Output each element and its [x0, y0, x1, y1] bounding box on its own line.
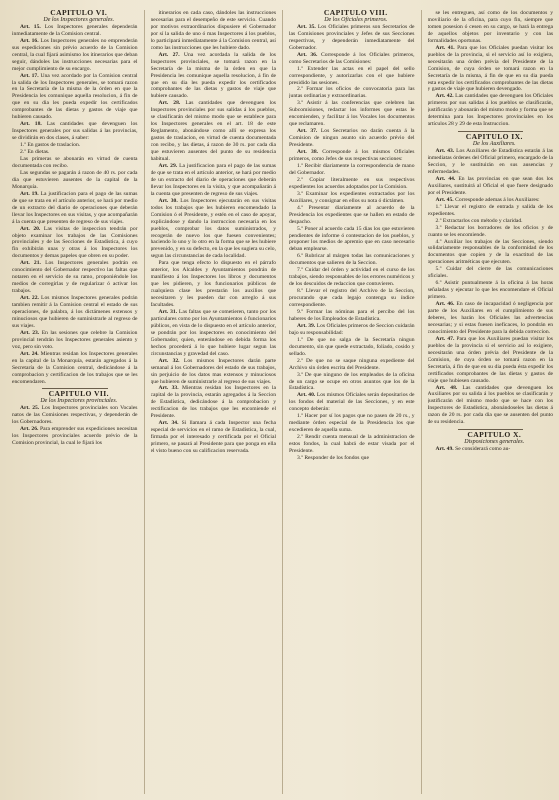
article-text: 3.º Examinar los expedientes extractados por los Auxiliares, y consignar en ellos su nota ó dictámen.	[289, 190, 415, 204]
article-paragraph	[151, 385, 277, 420]
article-text: 6.º Rubricar al márgen todas las comunicaciones y documentos que salieren de la Seccion.	[289, 253, 415, 267]
article-text: Los Inspectores generales podrán en conocimiento del Gobernador respectivo las faltas que notaren en el servicio de su ramo, proponiéndole los medios de corregirlas y de regularizar ó activar los trabajos.	[12, 260, 138, 295]
article-paragraph	[428, 301, 554, 336]
article-paragraph	[151, 260, 277, 309]
article-text: 8.º Llevar el registro del Archivo de la Seccion, procurando que cada legajo contenga su índice correspondiente.	[289, 288, 415, 309]
article-number: Art. 33.	[158, 385, 179, 392]
article-text: 2.º En dietas.	[20, 149, 50, 156]
article-paragraph	[289, 191, 415, 205]
chapter-subtitle: Disposiciones generales.	[464, 439, 525, 446]
article-paragraph	[428, 45, 554, 94]
article-paragraph	[428, 148, 554, 176]
article-number: Art. 29.	[158, 162, 178, 169]
article-text: 5.º Poner al acuerdo cada 15 dias los que estuvieren pendientes de informe ó contestacion de los pueblos, y proponer los medios de apremio que en caso necesario deban emplearse.	[289, 225, 415, 253]
article-paragraph	[428, 446, 554, 453]
article-text: Los mismos Inspectores generales podrán tambien remitir á la Comision central el estado de sus operaciones, de palabra, á los dictámenes extensos y minuciosos que hubieren de suministrarle al regreso de sus viajes.	[12, 295, 138, 329]
article-text: Los Auxiliares de Estadística estarán á las inmediatas órdenes del Oficial primero, encargado de la Seccion, y le sustituirán en sus ausencias y enfermedades.	[427, 148, 553, 175]
article-text: Las segundas se pagarán á razon de 40 rs. por cada dia que estuvieren ausentes de la capital de la Monarquía.	[12, 169, 138, 190]
article-text: En las provincias en que sean dos los Auxiliares, sustituirá al Oficial el que fuere designado por el Presidente.	[427, 175, 553, 196]
article-paragraph	[151, 198, 277, 261]
article-paragraph	[428, 385, 554, 427]
article-paragraph	[289, 413, 415, 434]
article-number: Art. 31.	[158, 308, 178, 315]
article-text: 2.º De que no se saque ninguna expediente del Archivo sin órden escrita del Presidente.	[289, 357, 415, 371]
article-paragraph	[289, 288, 415, 309]
article-paragraph	[151, 420, 277, 455]
article-text: Las cantidades que devenguen los Inspectores provinciales por sus salidas á los pueblos, se clasificarán del mismo modo que se establece para los Inspectores generales en el art. 18 de este Reglamento, abonándose como allí se expresa los gastos de traslacion, en virtud de cuenta documentada con recibo, y las dietas, á razon de 30 rs. por cada dia que estuvieren ausentes del punto de su residencia habitual.	[150, 100, 276, 163]
article-text: 1.º Hacer por sí los pagos que no pasen de 20 rs., y mediante órden especial de la Presidencia los que excedieren de aquella suma.	[289, 413, 415, 434]
article-paragraph	[12, 170, 138, 191]
article-text: Una vez acordada la salida de los Inspectores provinciales, se tomará razon en la Secretaría de la misma de la órden en que la Presidencia les comunique aquella resolucion, á fin de que en su dia les pueda expedir los certificados comprobantes de las dietas y gastos de viaje que hubiere causado.	[150, 51, 276, 100]
article-text: 2.º Copiar literalmente en sus respectivos expedientes los acuerdos adoptados por la Comision.	[289, 176, 415, 190]
chapter-heading: CAPITULO IX.	[465, 132, 523, 142]
article-text: Las primeras se abonarán en virtud de cuenta documentada con recibo.	[12, 156, 138, 169]
chapter-heading: CAPITULO VI.	[50, 10, 108, 17]
article-text: 4.º Presentar diariamente al acuerdo de la Presidencia los expedientes que se hallen en estado de despacho.	[289, 204, 415, 225]
article-number: Art. 30.	[158, 197, 178, 204]
text-column-1	[12, 10, 138, 794]
article-text: Las cantidades que devenguen los Auxiliares por su salida á los pueblos se clasificarán y justificarán del mismo modo que se hace con los Inspectores de Estadística, abonándoseles las dietas á razon de 20 rs. por cada dia que se ausenten del punto de su residencia.	[427, 384, 553, 426]
article-paragraph	[289, 24, 415, 52]
article-paragraph	[428, 239, 554, 267]
article-text: Para que tenga efecto lo dispuesto en el párrafo anterior, los Alcaldes y Ayuntamientos pondrán de manifiesto á los Inspectores los libros y documentos que les pidieren, y los funcionarios públicos de cualquiera clase les prestarán los auxilios que necesitaren y les pueden dar con arreglo á sus facultades.	[150, 260, 276, 309]
chapter-subtitle: De los Oficiales primeros.	[324, 16, 388, 23]
article-text: 3.º Responder de los fondos que	[297, 455, 369, 461]
text-column-3	[289, 10, 415, 794]
article-paragraph	[289, 358, 415, 372]
article-paragraph	[428, 197, 554, 204]
article-text: Para que los Oficiales puedan visitar los pueblos de la provincia, si el servicio así lo exigiera, necesitarán una órden prévia del Presidente de la Comision, de cuya órden se tomará razon en la Secretaría de la misma, á fin de que en su dia pueda esta expedir los certificados comprobantes de las dietas y gastos de viaje que hubieren devengado.	[427, 44, 553, 93]
article-paragraph	[289, 163, 415, 177]
article-number: Art. 40.	[297, 392, 316, 399]
article-paragraph	[12, 191, 138, 226]
article-text: 3.º Asistir á las conferencias que celebren las Subcomisiones, redactar los informes que estas le encomienden, y facilitar á los Vocales los documentos que reclamaren.	[289, 100, 415, 128]
article-text: 7.º Cuidar del órden y actividad en el curso de los trabajos, siendo responsables de los errores numéricos y de los descuidos de redaccion que contuvieren.	[289, 267, 415, 288]
article-text: Los Oficiales primeros son Secretarios de las Comisiones provinciales y Jefes de sus Secciones respectivas, y dependerán inmediatamente del Gobernador.	[289, 23, 415, 51]
chapter-subtitle: De los Inspectores provinciales.	[40, 398, 118, 405]
article-paragraph	[428, 204, 554, 218]
article-paragraph	[12, 38, 138, 73]
chapter-subtitle: De los Auxiliares.	[472, 141, 516, 148]
article-text: Los Secretarios no darán cuenta á la Comision de ningun asunto sin acuerdo prévio del Presidente.	[289, 128, 415, 149]
article-text: 5.º Cuidar del cierre de las comunicaciones oficiales.	[427, 266, 553, 280]
article-number: Art. 41.	[435, 44, 455, 51]
article-paragraph	[12, 149, 138, 156]
article-paragraph	[428, 10, 554, 45]
article-paragraph	[289, 253, 415, 267]
article-paragraph	[428, 93, 554, 128]
article-paragraph	[289, 205, 415, 226]
article-number: Art. 15.	[20, 23, 41, 30]
article-number: Art. 49.	[435, 446, 454, 453]
article-text: Los Inspectores generales no emprenderán sus espediciones sin prévio acuerdo de la Comision central, la cual fijará asimismo los itinerarios que deban seguir, dándoles las instrucciones necesarias para el mejor cumplimiento de su encargo.	[12, 37, 138, 72]
article-text: 3.º Redactar los borradores de los oficios y de cuanto se les encomiende.	[427, 224, 553, 238]
article-text: Mientras residan los Inspectores en la capital de la provincia, estarán agregados á la Seccion de Estadística, dedicándose á la comprobacion y rectificacion de los trabajos que les encomiende el Presidente.	[150, 385, 276, 420]
article-number: Art. 23.	[20, 329, 40, 336]
article-number: Art. 24.	[20, 350, 39, 357]
article-number: Art. 45.	[435, 196, 454, 203]
article-text: Si llamara á cada Inspector una fecha especial de servicios en el ramo de Estadística, la cual, firmada por el interesado y certificada por el Oficial primero, se pasará al Presidente para que ponga en ella el visto bueno con su calificacion reservada.	[150, 420, 276, 455]
article-text: 2.º Extractarlos con método y claridad.	[435, 217, 523, 224]
article-number: Art. 21.	[20, 260, 41, 267]
article-text: Los Inspectores generales dependerán inmediatamente de la Comision central.	[12, 23, 138, 37]
article-paragraph	[428, 176, 554, 197]
article-number: Art. 26.	[20, 426, 39, 433]
article-number: Art. 32.	[158, 357, 180, 364]
article-paragraph	[151, 52, 277, 101]
article-text: Las cantidades que devenguen los Inspectores generales por sus salidas á las provincias, se dividirán en dos clases, á saber:	[12, 121, 138, 142]
article-number: Art. 43.	[435, 148, 455, 155]
article-paragraph	[12, 351, 138, 386]
article-paragraph	[289, 455, 415, 462]
article-text: Las visitas de inspeccion tendrán por objeto examinar los trabajos de las Comisiones provinciales y de las Secciones de Estadística, á cuyo fin exhibirán unas y otras á los Inspectores los documentos y demas papeles que obren en su poder.	[12, 225, 138, 260]
article-number: Art. 34.	[158, 420, 179, 427]
article-text: 4.º Auxiliar los trabajos de las Secciones, siendo solidariamente responsables de la conformidad de los documentos que copien y de la exactitud de las operaciones aritméticas que ejecuten.	[427, 238, 553, 266]
article-number: Art. 22.	[20, 295, 39, 302]
article-number: Art. 18.	[20, 121, 42, 128]
article-paragraph	[289, 372, 415, 393]
article-number: Art. 27.	[158, 51, 180, 58]
article-text: itinerarios en cada caso, dándoles las instrucciones necesarias para el desempeño de este servicio. Cuando por motivos extraordinarios dispusiere el Gobernador por sí la salida de uno ó mas Inspectores á los pueblos, lo participará inmediatamente á la Comision central, así como las instrucciones que les hubiere dado.	[150, 10, 276, 51]
article-text: Corresponde ademas á los Auxiliares:	[455, 196, 540, 203]
article-text: Mientras residan los Inspectores generales en la capital de la Monarquía, estarán agregados á la Secretaría de la Comision central, dedicándose á la comprobacion y certificacion de los trabajos que se les encomendaren.	[12, 350, 138, 385]
article-paragraph	[289, 52, 415, 66]
article-paragraph	[289, 100, 415, 128]
article-paragraph	[428, 266, 554, 280]
article-text: La justificacion para el pago de las sumas de que se trata en el artículo anterior, se hará por medio de un extracto del diario de operaciones que deberán llevar los Inspectores en sus visitas, y que acompañarán á la cuenta que presenten de regreso de sus viajes.	[12, 190, 138, 225]
article-number: Art. 28.	[158, 100, 181, 107]
article-number: Art. 25.	[20, 405, 40, 412]
article-paragraph	[12, 330, 138, 351]
article-paragraph	[151, 10, 277, 52]
article-paragraph	[151, 309, 277, 358]
article-text: Los mismos Oficiales serán depositarios de los fondos del material de las Secciones, y en este concepto deberán:	[289, 392, 415, 413]
article-paragraph	[289, 128, 415, 149]
article-number: Art. 20.	[20, 225, 41, 232]
article-number: Art. 17.	[20, 72, 39, 79]
article-text: 2.º Rendir cuenta mensual de la administracion de estos fondos, la cual habrá de estar visada por el Presidente.	[289, 434, 415, 455]
article-paragraph	[12, 405, 138, 426]
text-column-2	[151, 10, 277, 794]
article-paragraph	[289, 86, 415, 100]
article-paragraph	[12, 156, 138, 170]
article-paragraph	[12, 24, 138, 38]
article-paragraph	[289, 323, 415, 337]
article-number: Art. 36.	[297, 51, 318, 58]
article-text: Las cantidades que devenguen los Oficiales primeros por sus salidas á los pueblos se clasificarán, justificarán y abonarán del mismo modo y forma que se determina para los Inspectores provinciales en los artículos 28 y 29 de esta Instruccion.	[427, 93, 553, 128]
chapter-heading: CAPITULO X.	[467, 430, 522, 440]
article-paragraph	[289, 66, 415, 87]
article-paragraph	[428, 225, 554, 239]
article-paragraph	[12, 142, 138, 149]
article-number: Art. 44.	[435, 175, 456, 182]
article-number: Art. 19.	[20, 190, 39, 197]
article-paragraph	[289, 309, 415, 323]
article-text: Se considerará como au-	[455, 446, 511, 453]
article-text: 1.º En gastos de traslacion.	[20, 142, 81, 149]
article-text: Los mismos Inspectores darán parte semanal á los Gobernadores del estado de sus trabajos, sin perjuicio de los datos mas extensos y minuciosos que hubieren de suministrarle al regreso de sus viajes.	[150, 357, 276, 385]
article-text: Corresponde á los mismos Oficiales primeros, como Jefes de sus respectivas secciones:	[289, 149, 415, 163]
article-text: 3.º De que ninguno de los empleados de la oficina de un cargo se ocupe en otros asuntos que los de la Estadística.	[289, 371, 415, 392]
article-paragraph	[428, 336, 554, 385]
article-text: Una vez acordado por la Comision central la salida de los Inspectores generales, se tomará razon en la Secretaría de la misma de la órden en que la Presidencia les comunique aquella resolucion, á fin de que en su dia les pueda expedir los certificados comprobantes de las dietas y gastos de viaje que hubieren causado.	[12, 72, 138, 121]
article-paragraph	[12, 73, 138, 122]
article-text: Para que los Auxiliares puedan visitar los pueblos de la provincia si el servicio así lo exigiere, necesitarán una órden prévia del Presidente de la Comision, de cuya órden se tomará razon en la Secretaría, á fin de que en su dia pueda ésta expedir los certificados comprobantes de las dietas y gastos de viaje que hubiesen causado.	[427, 335, 553, 384]
article-number: Art. 35.	[297, 23, 316, 30]
article-number: Art. 39.	[297, 322, 316, 329]
article-text: 1.º Llevar el registro de entrada y salida de los expedientes.	[427, 203, 553, 217]
article-text: Corresponde á los Oficiales primeros, como Secretarios de las Comisiones:	[289, 51, 415, 65]
article-number: Art. 46.	[435, 301, 455, 308]
article-paragraph	[12, 295, 138, 330]
article-number: Art. 42.	[435, 93, 454, 100]
article-paragraph	[428, 218, 554, 225]
article-text: Los Oficiales primeros de Seccion cuidarán bajo su responsabilidad:	[289, 322, 415, 336]
article-number: Art. 48.	[435, 384, 458, 391]
article-paragraph	[289, 337, 415, 358]
article-paragraph	[428, 280, 554, 301]
article-text: La justificacion para el pago de las sumas de que se trata en el artículo anterior, se hará por medio de un extracto del diario de operaciones que deberán llevar los Inspectores en la visita, y que acompañarán á la cuenta que presenten de regreso de sus viajes.	[150, 162, 276, 197]
article-number: Art. 38.	[297, 149, 319, 156]
article-paragraph	[289, 177, 415, 191]
article-paragraph	[12, 426, 138, 447]
article-paragraph	[289, 267, 415, 288]
article-text: En caso de incapacidad ó negligencia por parte de los Auxiliares en el cumplimiento de sus deberes, les harán los Oficiales las advertencias necesarias; y si estas fuesen ineficaces, lo pondrán en conocimiento del Presidente para la debida correccion.	[427, 301, 553, 335]
article-paragraph	[289, 434, 415, 455]
article-text: 1.º De que no salga de la Secretaría ningun documento, sin que quede extractado, foliado, cosido y sellado.	[289, 336, 415, 357]
article-paragraph	[12, 260, 138, 295]
article-text: 1.º Extender las actas en el papel del sello correspondiente, y autorizarlas con el que hubiere presidido las sesiones.	[289, 65, 415, 86]
article-text: Las faltas que se cometieren, tanto por los particulares como por los Ayuntamientos ó funcionarios públicos, en vista de lo dispuesto en el artículo anterior, se pondrán por los inspectores en conocimiento del Gobernador, quien, enterándose en debida forma los hechos procederá á lo que hubiere lugar segun las circunstancias y gravedad del caso.	[150, 308, 276, 357]
chapter-heading: CAPITULO VII.	[48, 389, 109, 399]
article-text: 1.º Recibir diariamente la correspondencia de mano del Gobernador.	[289, 162, 415, 176]
article-paragraph	[151, 163, 277, 198]
article-text: 9.º Formar las nóminas para el percibo del los haberes de los Empleados de Estadística.	[289, 308, 415, 322]
article-number: Art. 37.	[297, 128, 318, 135]
text-column-4	[428, 10, 554, 794]
article-paragraph	[12, 121, 138, 142]
article-text: Los Inspectores ejecutarán en sus visitas todos los trabajos que les hubieren encomendado la Comision ó el Presidente, y estén en el caso de apoyar, explicándose y dando la instruccion necesaria en los pueblos, comprobar los datos suministrados, y recogerán de nuevo los que fuesen convenientes; haciendo lo uno y lo otro en la forma que se les hubiere prevenido, y en su defecto, en la que les sugiera su celo, segun las circunstancias de cada localidad.	[150, 197, 276, 260]
article-text: 2.º Formar los oficios de convocatoria para las juntas ordinarias y extraordinarias.	[289, 86, 415, 100]
article-text: Los Inspectores provinciales son Vocales natos de las Comisiones respectivas, y dependerán de los Gobernadores.	[12, 405, 138, 426]
article-text: se les entreguen, así como de los documentos y movilíario de la oficina, para cuyo fin, siempre que tomen posesion ó cesen en su cargo, se hará la entrega de aquellos objetos por inventario y con las formalidades oportunas.	[427, 10, 553, 44]
article-text: En las sesiones que celebre la Comision provincial tendrán los Inspectores generales asiento y voz, pero sin voto.	[12, 329, 138, 350]
article-paragraph	[289, 149, 415, 163]
column-divider	[282, 10, 283, 794]
article-number: Art. 47.	[435, 335, 455, 342]
chapter-subtitle: De los Inspectores generales.	[43, 16, 115, 23]
article-text: Para emprender sus expediciones necesitan los Inspectores provinciales acuerdo prévio de la Comision provincial, la cual le fijará los	[12, 426, 138, 447]
article-paragraph	[151, 358, 277, 386]
column-divider	[421, 10, 422, 794]
article-paragraph	[12, 226, 138, 261]
article-number: Art. 16.	[20, 37, 39, 44]
article-paragraph	[289, 226, 415, 254]
chapter-heading: CAPITULO VIII.	[323, 10, 388, 17]
column-divider	[144, 10, 145, 794]
article-paragraph	[289, 392, 415, 413]
article-text: 6.º Asistir puntualmente á la oficina á las horas señaladas y ejecutar lo que les encomendare el Oficial primero.	[427, 280, 553, 301]
article-paragraph	[151, 100, 277, 163]
